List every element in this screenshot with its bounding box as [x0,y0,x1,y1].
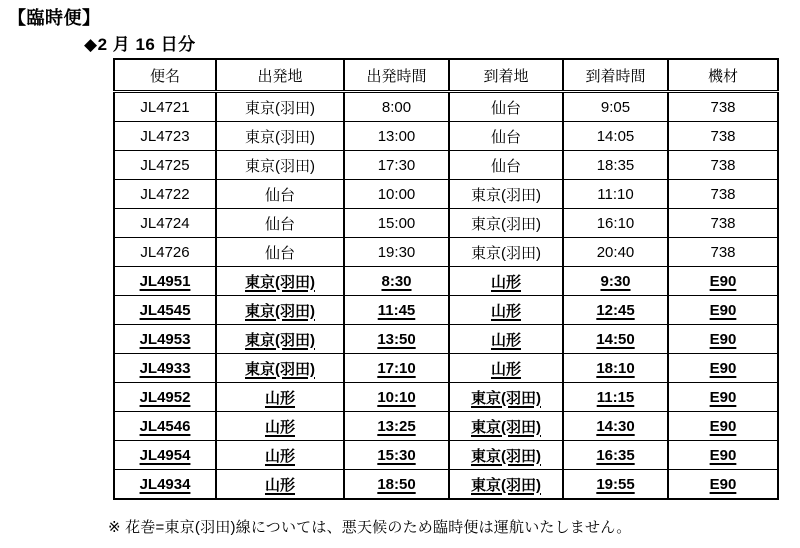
table-cell: 山形 [449,325,563,354]
column-header-departure-time: 出発時間 [344,59,449,92]
table-cell: 14:30 [563,412,668,441]
table-cell: E90 [668,354,778,383]
table-cell: 東京(羽田) [216,122,344,151]
table-cell: E90 [668,441,778,470]
table-cell: 19:30 [344,238,449,267]
table-cell: 13:50 [344,325,449,354]
table-row [114,383,778,412]
table-cell: 仙台 [449,151,563,180]
footnote: ※ 花巻=東京(羽田)線については、悪天候のため臨時便は運航いたしません。 [108,519,632,536]
table-cell: 東京(羽田) [216,92,344,122]
table-cell: 738 [668,122,778,151]
flight-schedule-table [113,58,779,500]
table-cell: JL4723 [114,122,216,151]
table-cell: E90 [668,325,778,354]
table-cell: 13:25 [344,412,449,441]
table-cell: 16:35 [563,441,668,470]
table-cell: 14:05 [563,122,668,151]
table-row [114,267,778,296]
table-cell: 東京(羽田) [216,325,344,354]
table-cell: E90 [668,267,778,296]
table-cell: JL4953 [114,325,216,354]
table-cell: JL4545 [114,296,216,325]
table-cell: JL4952 [114,383,216,412]
table-cell: 15:30 [344,441,449,470]
table-cell: 17:30 [344,151,449,180]
table-cell: JL4726 [114,238,216,267]
table-cell: 山形 [449,354,563,383]
table-cell: 山形 [449,296,563,325]
table-cell: 738 [668,238,778,267]
table-row [114,470,778,500]
page-title: 【臨時便】 [8,8,101,28]
table-cell: 東京(羽田) [449,470,563,500]
table-cell: 18:35 [563,151,668,180]
table-cell: 20:40 [563,238,668,267]
table-cell: 山形 [216,441,344,470]
table-cell: JL4546 [114,412,216,441]
table-cell: 12:45 [563,296,668,325]
table-cell: 738 [668,92,778,122]
table-cell: 仙台 [449,92,563,122]
table-cell: 東京(羽田) [449,238,563,267]
table-row [114,441,778,470]
table-cell: JL4724 [114,209,216,238]
table-row [114,412,778,441]
table-row [114,122,778,151]
table-header-row [114,59,778,92]
table-cell: 東京(羽田) [216,151,344,180]
table-cell: 東京(羽田) [216,267,344,296]
table-cell: 9:05 [563,92,668,122]
column-header-departure-place: 出発地 [216,59,344,92]
table-cell: 9:30 [563,267,668,296]
table-row [114,325,778,354]
table-row [114,209,778,238]
table-cell: 東京(羽田) [216,296,344,325]
table-cell: 738 [668,151,778,180]
flight-schedule-table-container [113,58,779,500]
table-cell: 11:45 [344,296,449,325]
table-cell: 19:55 [563,470,668,500]
table-cell: 仙台 [216,180,344,209]
table-cell: 10:10 [344,383,449,412]
table-cell: 東京(羽田) [216,354,344,383]
table-cell: 東京(羽田) [449,441,563,470]
table-cell: 8:30 [344,267,449,296]
table-cell: 18:50 [344,470,449,500]
table-cell: 東京(羽田) [449,209,563,238]
table-cell: 山形 [449,267,563,296]
table-cell: 仙台 [216,209,344,238]
table-cell: JL4934 [114,470,216,500]
table-cell: JL4722 [114,180,216,209]
table-cell: 東京(羽田) [449,412,563,441]
table-cell: 山形 [216,470,344,500]
column-header-arrival-place: 到着地 [449,59,563,92]
table-cell: 738 [668,209,778,238]
column-header-arrival-time: 到着時間 [563,59,668,92]
table-cell: E90 [668,296,778,325]
column-header-flight-number: 便名 [114,59,216,92]
table-body [114,92,778,500]
table-cell: 11:10 [563,180,668,209]
table-cell: JL4951 [114,267,216,296]
column-header-aircraft: 機材 [668,59,778,92]
table-cell: JL4933 [114,354,216,383]
table-row [114,238,778,267]
table-cell: 15:00 [344,209,449,238]
table-cell: 東京(羽田) [449,383,563,412]
table-cell: E90 [668,412,778,441]
table-row [114,180,778,209]
table-row [114,354,778,383]
table-cell: JL4954 [114,441,216,470]
table-cell: 10:00 [344,180,449,209]
table-row [114,151,778,180]
table-cell: JL4721 [114,92,216,122]
table-cell: 8:00 [344,92,449,122]
table-cell: 11:15 [563,383,668,412]
table-cell: 山形 [216,412,344,441]
table-cell: 仙台 [216,238,344,267]
table-cell: E90 [668,383,778,412]
table-row [114,92,778,122]
date-heading: ◆2 月 16 日分 [84,35,196,54]
table-cell: 18:10 [563,354,668,383]
table-cell: 山形 [216,383,344,412]
table-cell: 738 [668,180,778,209]
table-cell: 14:50 [563,325,668,354]
table-cell: JL4725 [114,151,216,180]
table-row [114,296,778,325]
table-cell: 17:10 [344,354,449,383]
table-cell: E90 [668,470,778,500]
table-cell: 16:10 [563,209,668,238]
table-cell: 東京(羽田) [449,180,563,209]
table-cell: 13:00 [344,122,449,151]
table-cell: 仙台 [449,122,563,151]
